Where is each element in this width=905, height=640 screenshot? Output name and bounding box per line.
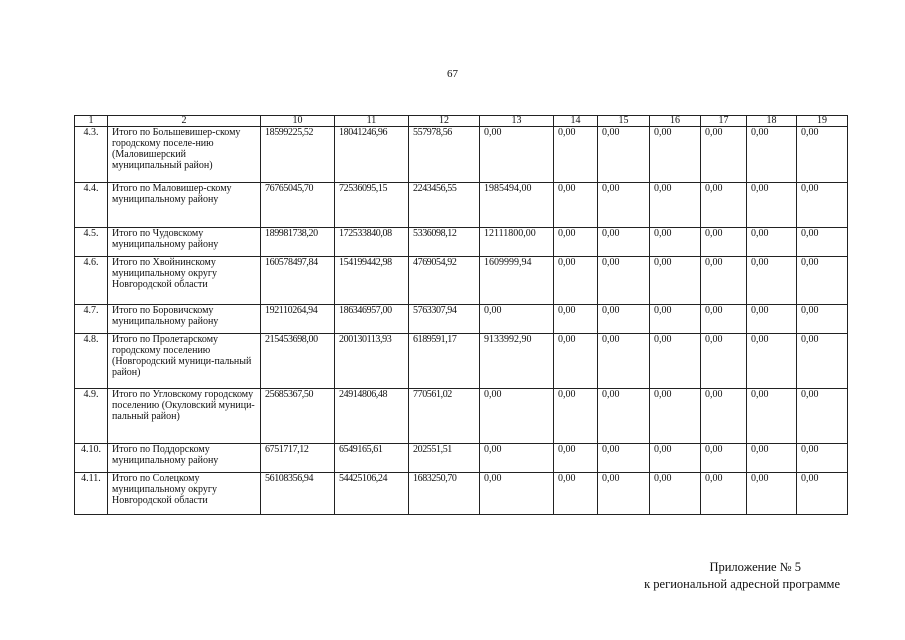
appendix-title: Приложение № 5 <box>709 560 801 574</box>
row-number: 4.6. <box>75 257 108 305</box>
value-cell: 24914806,48 <box>335 389 409 444</box>
value-cell: 54425106,24 <box>335 473 409 515</box>
table-row <box>75 183 848 228</box>
column-header: 15 <box>598 116 650 127</box>
value-cell: 0,00 <box>598 334 650 389</box>
value-cell: 0,00 <box>747 444 797 473</box>
value-cell: 76765045,70 <box>261 183 335 228</box>
value-cell: 72536095,15 <box>335 183 409 228</box>
table-row <box>75 334 848 389</box>
value-cell: 0,00 <box>650 334 701 389</box>
value-cell: 0,00 <box>701 444 747 473</box>
value-cell: 0,00 <box>480 389 554 444</box>
value-cell: 0,00 <box>480 444 554 473</box>
value-cell: 0,00 <box>554 257 598 305</box>
column-header: 16 <box>650 116 701 127</box>
table-row <box>75 444 848 473</box>
column-header: 14 <box>554 116 598 127</box>
value-cell: 0,00 <box>650 473 701 515</box>
value-cell: 0,00 <box>598 183 650 228</box>
value-cell: 192110264,94 <box>261 305 335 334</box>
value-cell: 0,00 <box>554 127 598 183</box>
value-cell: 0,00 <box>701 334 747 389</box>
value-cell: 0,00 <box>797 389 848 444</box>
table-row <box>75 305 848 334</box>
value-cell: 0,00 <box>598 228 650 257</box>
row-number: 4.11. <box>75 473 108 515</box>
value-cell: 0,00 <box>554 473 598 515</box>
value-cell: 160578497,84 <box>261 257 335 305</box>
value-cell: 0,00 <box>701 183 747 228</box>
value-cell: 1683250,70 <box>409 473 480 515</box>
value-cell: 18041246,96 <box>335 127 409 183</box>
value-cell: 6751717,12 <box>261 444 335 473</box>
value-cell: 770561,02 <box>409 389 480 444</box>
value-cell: 0,00 <box>554 305 598 334</box>
value-cell: 0,00 <box>650 257 701 305</box>
value-cell: 6549165,61 <box>335 444 409 473</box>
table-row <box>75 473 848 515</box>
value-cell: 25685367,50 <box>261 389 335 444</box>
value-cell: 0,00 <box>747 473 797 515</box>
value-cell: 0,00 <box>480 305 554 334</box>
row-number: 4.8. <box>75 334 108 389</box>
value-cell: 0,00 <box>598 305 650 334</box>
row-name: Итого по Большевишер-скому городскому поселе-нию (Маловишерский муниципальный район) <box>108 127 261 183</box>
value-cell: 0,00 <box>554 228 598 257</box>
value-cell: 56108356,94 <box>261 473 335 515</box>
value-cell: 0,00 <box>650 444 701 473</box>
row-name: Итого по Чудовскому муниципальному району <box>108 228 261 257</box>
value-cell: 0,00 <box>747 305 797 334</box>
value-cell: 0,00 <box>747 389 797 444</box>
column-header: 19 <box>797 116 848 127</box>
row-name: Итого по Угловскому городскому поселению (Окуловский муници-пальный район) <box>108 389 261 444</box>
value-cell: 0,00 <box>650 305 701 334</box>
column-header: 13 <box>480 116 554 127</box>
value-cell: 172533840,08 <box>335 228 409 257</box>
value-cell: 0,00 <box>554 444 598 473</box>
value-cell: 0,00 <box>554 183 598 228</box>
value-cell: 0,00 <box>747 228 797 257</box>
value-cell: 557978,56 <box>409 127 480 183</box>
value-cell: 0,00 <box>797 473 848 515</box>
value-cell: 0,00 <box>797 228 848 257</box>
column-header: 10 <box>261 116 335 127</box>
value-cell: 0,00 <box>747 127 797 183</box>
value-cell: 0,00 <box>797 334 848 389</box>
row-number: 4.3. <box>75 127 108 183</box>
row-name: Итого по Поддорскому муниципальному району <box>108 444 261 473</box>
value-cell: 0,00 <box>650 183 701 228</box>
value-cell: 0,00 <box>650 228 701 257</box>
header-row <box>75 116 848 127</box>
value-cell: 0,00 <box>701 305 747 334</box>
value-cell: 0,00 <box>554 334 598 389</box>
value-cell: 0,00 <box>598 444 650 473</box>
value-cell: 0,00 <box>554 389 598 444</box>
value-cell: 12111800,00 <box>480 228 554 257</box>
value-cell: 0,00 <box>598 473 650 515</box>
row-number: 4.4. <box>75 183 108 228</box>
value-cell: 0,00 <box>650 127 701 183</box>
row-name: Итого по Боровичскому муниципальному району <box>108 305 261 334</box>
page-number: 67 <box>447 68 458 80</box>
value-cell: 186346957,00 <box>335 305 409 334</box>
column-header: 17 <box>701 116 747 127</box>
value-cell: 0,00 <box>747 334 797 389</box>
value-cell: 1985494,00 <box>480 183 554 228</box>
value-cell: 215453698,00 <box>261 334 335 389</box>
row-number: 4.7. <box>75 305 108 334</box>
value-cell: 0,00 <box>701 389 747 444</box>
table-row <box>75 257 848 305</box>
row-name: Итого по Солецкому муниципальному округу Новгородской области <box>108 473 261 515</box>
value-cell: 0,00 <box>650 389 701 444</box>
value-cell: 2243456,55 <box>409 183 480 228</box>
row-name: Итого по Маловишер-скому муниципальному району <box>108 183 261 228</box>
value-cell: 18599225,52 <box>261 127 335 183</box>
value-cell: 0,00 <box>598 389 650 444</box>
value-cell: 0,00 <box>701 228 747 257</box>
row-number: 4.5. <box>75 228 108 257</box>
value-cell: 0,00 <box>797 183 848 228</box>
row-name: Итого по Хвойнинскому муниципальному округу Новгородской области <box>108 257 261 305</box>
column-header: 12 <box>409 116 480 127</box>
value-cell: 154199442,98 <box>335 257 409 305</box>
value-cell: 0,00 <box>747 183 797 228</box>
appendix-subtitle: к региональной адресной программе <box>644 577 840 591</box>
table-row <box>75 389 848 444</box>
row-name: Итого по Пролетарскому городскому поселению (Новгородский муници-пальный район) <box>108 334 261 389</box>
table-row <box>75 228 848 257</box>
value-cell: 202551,51 <box>409 444 480 473</box>
column-header: 1 <box>75 116 108 127</box>
value-cell: 189981738,20 <box>261 228 335 257</box>
value-cell: 9133992,90 <box>480 334 554 389</box>
value-cell: 5763307,94 <box>409 305 480 334</box>
value-cell: 0,00 <box>480 473 554 515</box>
column-header: 18 <box>747 116 797 127</box>
value-cell: 1609999,94 <box>480 257 554 305</box>
value-cell: 0,00 <box>797 305 848 334</box>
value-cell: 0,00 <box>797 127 848 183</box>
value-cell: 0,00 <box>701 473 747 515</box>
value-cell: 0,00 <box>701 127 747 183</box>
value-cell: 6189591,17 <box>409 334 480 389</box>
funding-table <box>74 115 848 515</box>
value-cell: 200130113,93 <box>335 334 409 389</box>
row-number: 4.9. <box>75 389 108 444</box>
column-header: 11 <box>335 116 409 127</box>
value-cell: 0,00 <box>797 444 848 473</box>
value-cell: 0,00 <box>598 127 650 183</box>
row-number: 4.10. <box>75 444 108 473</box>
value-cell: 0,00 <box>797 257 848 305</box>
value-cell: 5336098,12 <box>409 228 480 257</box>
value-cell: 0,00 <box>598 257 650 305</box>
table-row <box>75 127 848 183</box>
value-cell: 0,00 <box>747 257 797 305</box>
column-header: 2 <box>108 116 261 127</box>
value-cell: 0,00 <box>480 127 554 183</box>
value-cell: 4769054,92 <box>409 257 480 305</box>
value-cell: 0,00 <box>701 257 747 305</box>
